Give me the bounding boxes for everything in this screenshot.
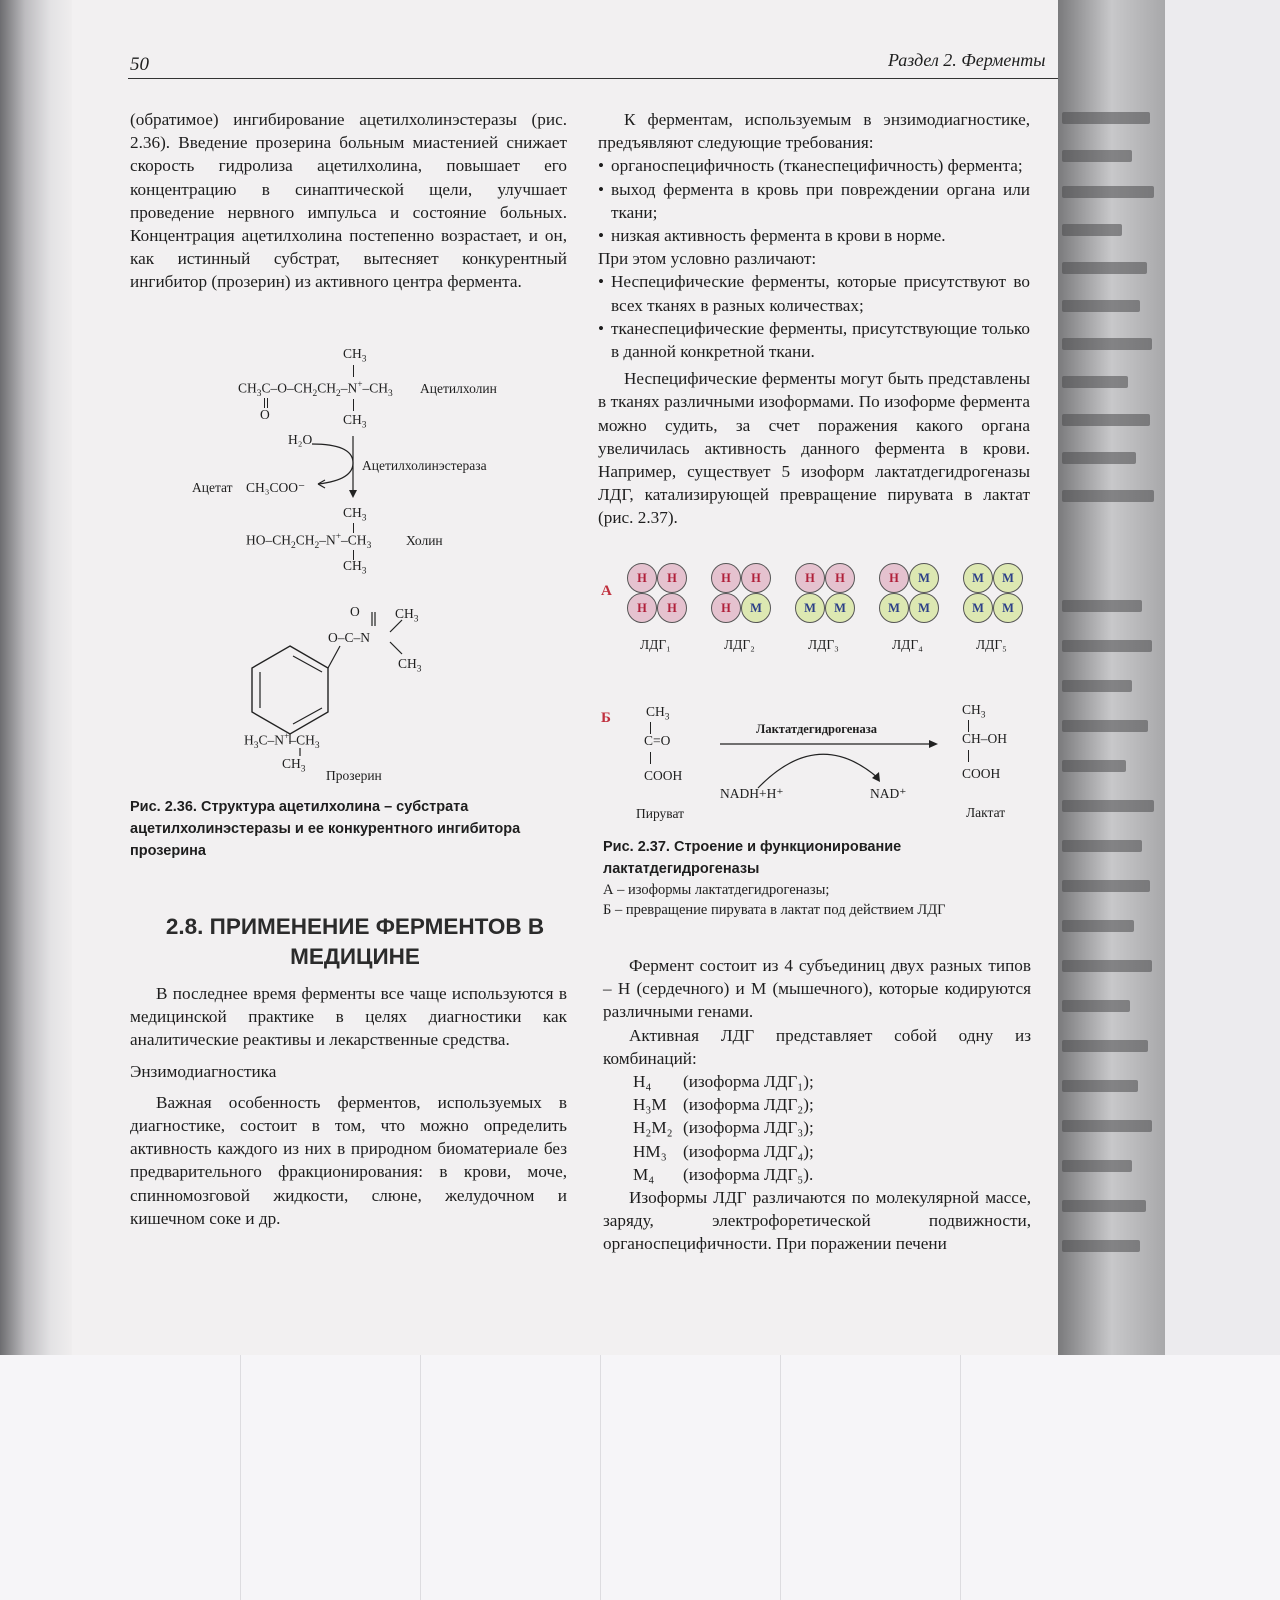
scanner-fold-line [960, 1355, 961, 1600]
final-paragraph: Изоформы ЛДГ различаются по молекулярной массе, заряду, электрофоретической подвижности, органоспецифичности. При поражении печени [603, 1188, 1031, 1254]
scanner-fold-line [240, 1355, 241, 1600]
combination-formula: H₃M [633, 1095, 667, 1115]
isoform-label: ЛДГ₁ [640, 637, 671, 652]
next-page-text [1062, 262, 1147, 274]
lactate-choh: CH–OH [962, 731, 1008, 746]
isoform-label: ЛДГ₂ [724, 637, 755, 652]
next-page-text [1062, 186, 1154, 198]
next-page-text [1062, 840, 1142, 852]
combination-row [633, 1116, 1031, 1139]
intro-paragraph: (обратимое) ингибирование ацетилхолинэстеразы (рис. 2.36). Введение прозерина больным миастенией снижает скорость гидролиза ацетилхолина, повышает его концентрацию в синаптической щели, улучшает проведение нервного импульса и состояние больных. Концентрация ацетилхолина постепенно возрастает, и он, как истинный субстрат, вытесняет конкурентный ингибитор (прозерин) из активного центра фермента. [130, 110, 567, 292]
running-header: Раздел 2. Ферменты [888, 50, 1046, 70]
subunit-circle: Н [627, 593, 657, 623]
requirements-intro: К ферментам, используемым в энзимодиагностике, предъявляют следующие требования: [598, 110, 1030, 153]
combination-isoform: (изоформа ЛДГ₄); [683, 1141, 814, 1161]
subunit-circle: Н [627, 563, 657, 593]
scanner-fold-line [780, 1355, 781, 1600]
next-page-text [1062, 414, 1150, 426]
subunit-circle: Н [795, 563, 825, 593]
methyl-bottom: $CH_3$ [343, 412, 367, 431]
left-intro [130, 108, 567, 294]
subunit-circle: Н [825, 563, 855, 593]
subunit-circle: Н [657, 593, 687, 623]
next-page-text [1062, 376, 1128, 388]
combination-row [633, 1140, 1031, 1163]
water: H₂O [288, 432, 313, 447]
proserin-label: Прозерин [326, 768, 382, 783]
reaction-arrow [718, 730, 948, 790]
pyruvate-ch3: $CH_3$ [646, 704, 670, 723]
next-page-text [1062, 1160, 1132, 1172]
choline-formula: $HO-CH_2CH_2-N^+-CH_3$ [246, 532, 372, 552]
choline-label: Холин [406, 533, 443, 548]
book-spine-shadow [0, 0, 72, 1355]
next-page-text [1062, 112, 1150, 124]
page-number: 50 [130, 54, 149, 75]
next-page-text [1062, 224, 1122, 236]
next-page-text [1062, 300, 1140, 312]
choline-methyl-top: $CH_3$ [343, 505, 367, 524]
subunit-circle: М [879, 593, 909, 623]
combination-formula: H₂M₂ [633, 1118, 673, 1138]
next-page-text [1062, 1120, 1152, 1132]
subunit-circle: М [993, 563, 1023, 593]
pyruvate-cooh: COOH [644, 768, 683, 783]
subunit-circle: М [741, 593, 771, 623]
next-page-text [1062, 490, 1154, 502]
next-page-text [1062, 760, 1126, 772]
next-page-text [1062, 1080, 1138, 1092]
panel-b-label: Б [601, 710, 611, 726]
scanner-fold-line [420, 1355, 421, 1600]
n-methyl-2: $CH_3$ [398, 656, 422, 675]
next-page-text [1062, 1240, 1140, 1252]
pyruvate-label: Пируват [636, 806, 685, 821]
next-page-text [1062, 600, 1142, 612]
bond [353, 365, 354, 377]
requirement-item: • выход фермента в кровь при повреждении органа или ткани; [598, 178, 1030, 224]
combinations-list [603, 1070, 1031, 1186]
bond [968, 750, 969, 762]
next-page-text [1062, 1200, 1146, 1212]
requirement-item: • органоспецифичность (тканеспецифичность) фермента; [598, 154, 1030, 177]
section-paragraph: В последнее время ферменты все чаще используются в медицинской практике в целях диагностики как аналитические реактивы и лекарственные средства. [130, 984, 567, 1050]
pyruvate-co: C=O [644, 733, 671, 748]
next-page-text [1062, 1040, 1148, 1052]
next-page-text [1062, 800, 1154, 812]
carbonyl-oxygen: O [260, 407, 270, 422]
subunit-circle: Н [711, 563, 741, 593]
right-top [598, 108, 1030, 530]
next-page-text [1062, 880, 1150, 892]
lactate-label: Лактат [966, 805, 1006, 820]
next-page-text [1062, 680, 1132, 692]
classify-intro: При этом условно различают: [598, 249, 817, 269]
acetylcholine-label: Ацетилхолин [420, 381, 497, 396]
isoform-label: ЛДГ₅ [976, 637, 1007, 652]
subheading: Энзимодиагностика [130, 1061, 277, 1081]
section-title: 2.8. ПРИМЕНЕНИЕ ФЕРМЕНТОВ В МЕДИЦИНЕ [165, 914, 545, 969]
nadh-label: NADH+H⁺ [720, 786, 784, 801]
combination-row [633, 1163, 1031, 1186]
next-page-text [1062, 150, 1132, 162]
bond [650, 752, 651, 764]
enzymodiag-paragraph: Важная особенность ферментов, используемых в диагностике, состоит в том, что можно определить активность каждого из них в природном биоматериале без предварительного фракционирования: в крови, моче, спинномозговой жидкости, слюне, желудочном и кишечном соке и др. [130, 1092, 567, 1228]
choline-methyl-bottom: $CH_3$ [343, 558, 367, 577]
methyl-top: $CH_3$ [343, 346, 367, 365]
left-section-body [130, 982, 567, 1230]
isoform-label: ЛДГ₄ [892, 637, 923, 652]
scanner-bed [0, 1355, 1280, 1600]
nad-label: NAD⁺ [870, 786, 907, 801]
lactate-ch3: $CH_3$ [962, 702, 986, 721]
subunit-circle: М [963, 593, 993, 623]
next-page-text [1062, 920, 1134, 932]
next-page-text [1062, 338, 1152, 350]
combination-formula: M₄ [633, 1164, 655, 1184]
combination-row [633, 1070, 1031, 1093]
legend-a: А – изоформы лактатдегидрогеназы; [603, 882, 830, 898]
ldh-enzyme-label: Лактатдегидрогеназа [756, 722, 878, 736]
header-rule [128, 78, 1058, 79]
subunit-paragraph: Фермент состоит из 4 субъединиц двух разных типов – Н (сердечного) и М (мышечного), которые кодируются различными генами. [603, 956, 1031, 1022]
subunit-circle: Н [711, 593, 741, 623]
acetate-formula: CH₃COO⁻ [246, 480, 306, 495]
figure-2-37-caption: Рис. 2.37. Строение и функционирование лактатдегидрогеназы [603, 839, 902, 877]
next-page-text [1062, 640, 1152, 652]
subunit-circle: М [909, 563, 939, 593]
acetate-label: Ацетат [192, 480, 233, 495]
subunit-circle: М [909, 593, 939, 623]
subunit-circle: М [963, 563, 993, 593]
next-page-text [1062, 1000, 1130, 1012]
subunit-circle: М [795, 593, 825, 623]
n-methyl-1: $CH_3$ [395, 606, 419, 625]
class-item: • Неспецифические ферменты, которые присутствуют во всех тканях в разных количествах; [598, 270, 1030, 316]
next-page-text [1062, 960, 1152, 972]
isoform-paragraph: Неспецифические ферменты могут быть представлены в тканях различными изоформами. По изоформе фермента можно судить, за счет поражения какого органа увеличилась активность данного фермента в крови. Например, существует 5 изоформ лактатдегидрогеназы ЛДГ, катализирующей превращение пирувата в лактат (рис. 2.37). [598, 369, 1030, 528]
combination-formula: H₄ [633, 1072, 652, 1092]
subunit-circle: М [993, 593, 1023, 623]
enzyme-label: Ацетилхолинэстераза [362, 458, 487, 473]
panel-a-label: А [601, 583, 612, 599]
trimethylammonium: $H_3C-N^+-CH_3$ [244, 732, 320, 752]
figure-2-36-caption: Рис. 2.36. Структура ацетилхолина – субстрата ацетилхолинэстеразы и ее конкурентного ингибитора прозерина [130, 799, 521, 859]
combination-isoform: (изоформа ЛДГ₃); [683, 1118, 814, 1138]
class-item: • тканеспецифические ферменты, присутствующие только в данной конкретной ткани. [598, 317, 1030, 363]
bond [353, 399, 354, 411]
next-page-strip [1058, 0, 1165, 1355]
combination-formula: HM₃ [633, 1141, 667, 1161]
n-methyl-3: $CH_3$ [282, 756, 306, 775]
combination-isoform: (изоформа ЛДГ₂); [683, 1095, 814, 1115]
scanner-fold-line [600, 1355, 601, 1600]
acetylcholine-formula: $CH_3C-O-CH_2CH_2-N^+-CH_3$ [238, 380, 393, 400]
requirement-item: • низкая активность фермента в крови в норме. [598, 224, 1030, 247]
combination-isoform: (изоформа ЛДГ₁); [683, 1072, 814, 1092]
subunit-circle: Н [657, 563, 687, 593]
subunit-circle: Н [879, 563, 909, 593]
next-page-text [1062, 452, 1136, 464]
carbamate: O–C–N [328, 630, 371, 645]
right-bottom [603, 954, 1031, 1256]
subunit-circle: Н [741, 563, 771, 593]
subunit-circle: М [825, 593, 855, 623]
active-paragraph: Активная ЛДГ представляет собой одну из комбинаций: [603, 1025, 1031, 1068]
carbonyl-o: O [350, 604, 360, 619]
isoform-label: ЛДГ₃ [808, 637, 839, 652]
combination-row [633, 1093, 1031, 1116]
combination-isoform: (изоформа ЛДГ₅). [683, 1164, 814, 1184]
legend-b: Б – превращение пирувата в лактат под действием ЛДГ [603, 902, 946, 918]
lactate-cooh: COOH [962, 766, 1001, 781]
next-page-text [1062, 720, 1148, 732]
